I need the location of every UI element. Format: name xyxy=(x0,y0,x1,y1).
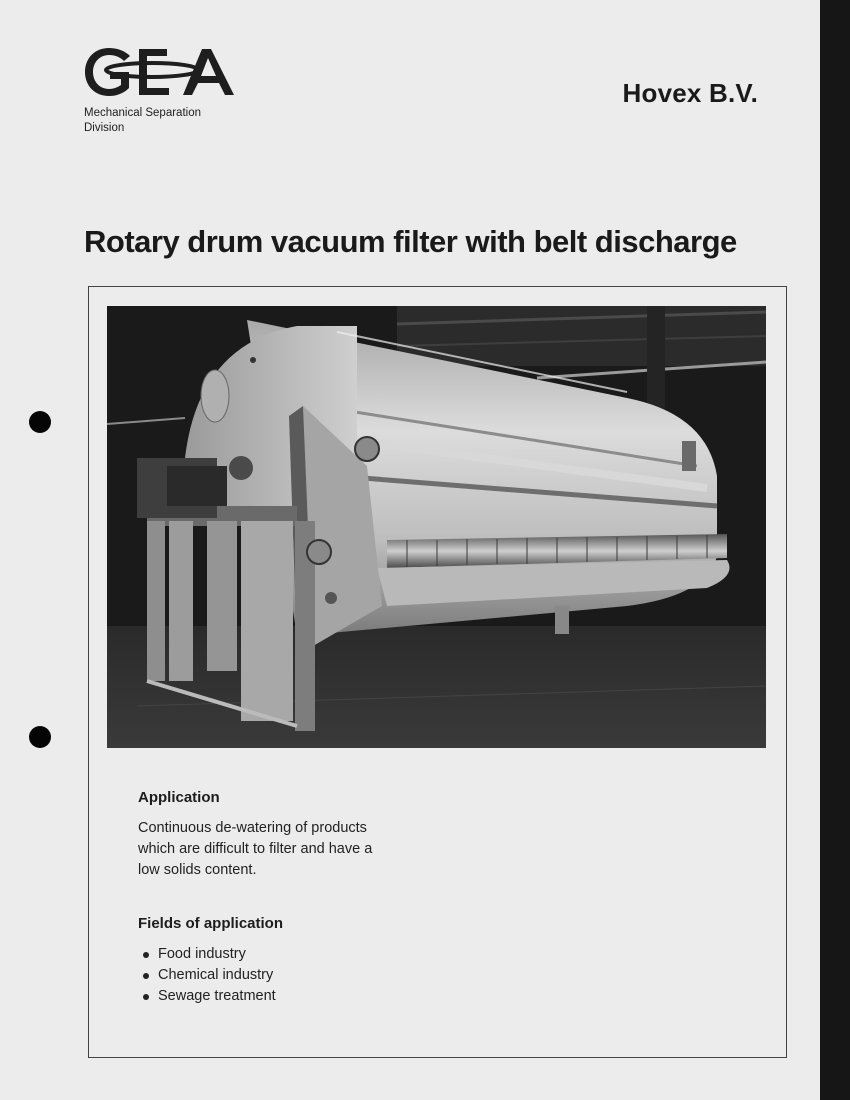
application-text: Continuous de-watering of products which are difficult to filter and have a low solids content. xyxy=(138,820,373,878)
punch-hole xyxy=(29,411,51,433)
fields-list xyxy=(138,944,276,1007)
document-title: Rotary drum vacuum filter with belt discharge xyxy=(84,224,737,259)
list-item: Sewage treatment xyxy=(138,986,276,1007)
company-name: Hovex B.V. xyxy=(622,78,758,108)
gea-logo xyxy=(84,46,254,98)
list-item: Food industry xyxy=(138,944,276,965)
division-line-1: Mechanical Separation xyxy=(84,107,201,119)
fields-heading: Fields of application xyxy=(138,915,284,932)
division-label xyxy=(84,106,201,136)
punch-hole xyxy=(29,726,51,748)
machine-photo xyxy=(107,306,766,748)
list-item: Chemical industry xyxy=(138,965,276,986)
division-line-2: Division xyxy=(84,122,125,134)
application-heading: Application xyxy=(138,789,220,806)
scan-edge xyxy=(820,0,850,1100)
